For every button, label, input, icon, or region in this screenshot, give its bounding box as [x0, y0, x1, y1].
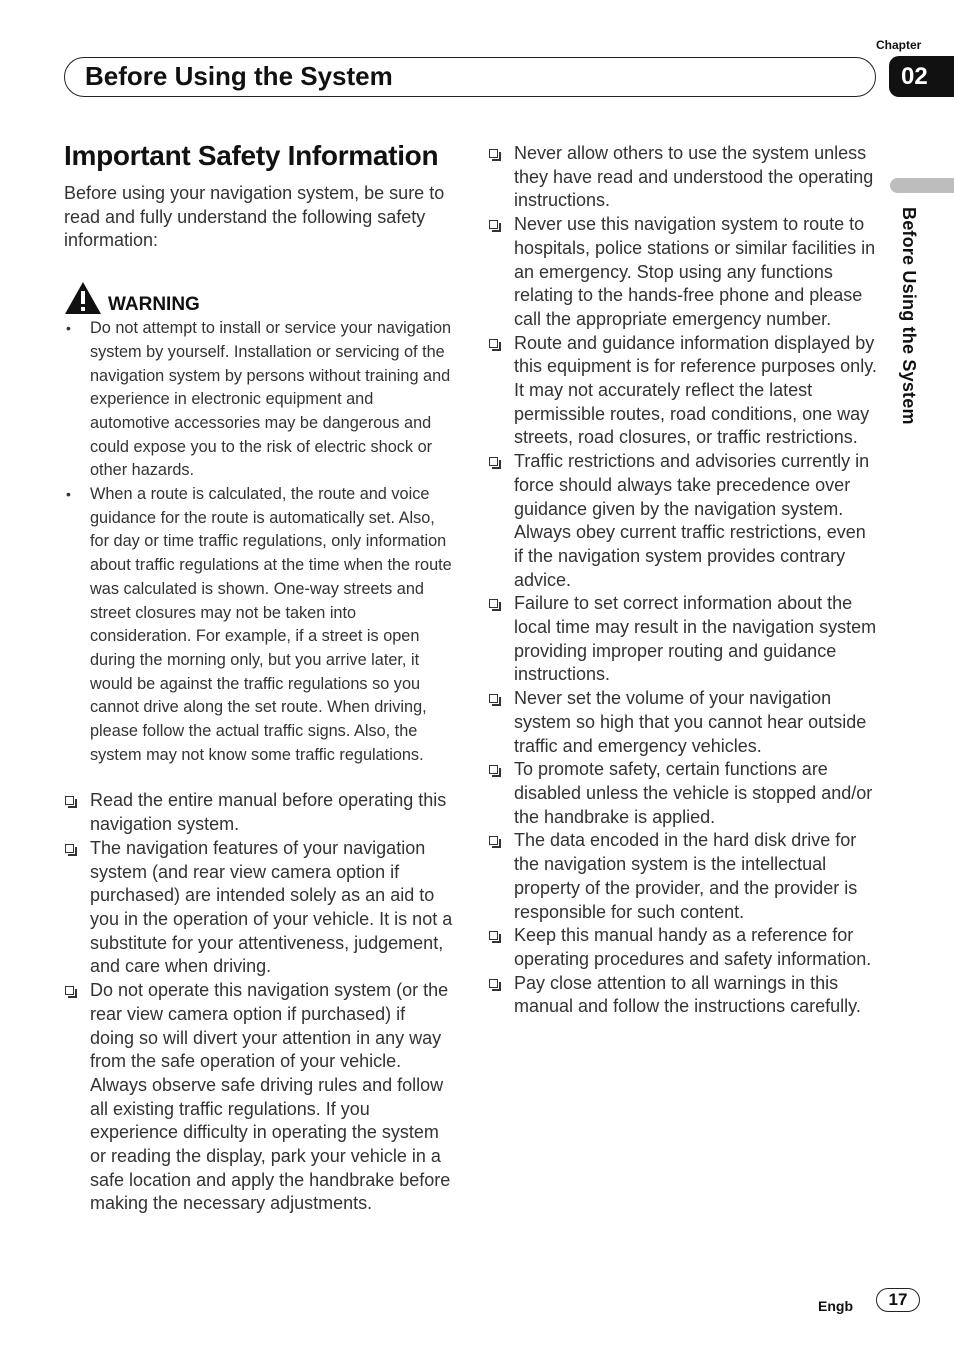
intro-paragraph: Before using your navigation system, be sure to read and fully understand the following safety information: [64, 183, 445, 251]
checklist-item: Failure to set correct information about the local time may result in the navigation system providing improper routing and guidance instructions. [488, 592, 878, 687]
warning-triangle-icon [64, 281, 102, 315]
checklist-item: Keep this manual handy as a reference for operating procedures and safety information. [488, 924, 878, 971]
side-tab-text: Before Using the System [899, 207, 919, 425]
checklist-item: Traffic restrictions and advisories currently in force should always take precedence over guidance given by the navigation system. Always obey current traffic restrictions, even if the navigation system provides contrary advice. [488, 450, 878, 592]
checklist-item: Never set the volume of your navigation system so high that you cannot hear outside traffic and emergency vehicles. [488, 687, 878, 758]
left-column [64, 140, 454, 1216]
checkbox-bullet-icon [489, 979, 498, 988]
side-tab-marker [890, 178, 954, 193]
checklist-item: Route and guidance information displayed by this equipment is for reference purposes only. It may not accurately reflect the latest permissible routes, road conditions, one way streets, road closures, or traffic restrictions. [488, 332, 878, 451]
checkbox-bullet-icon [65, 986, 74, 995]
checklist-item: Never use this navigation system to route to hospitals, police stations or similar facilities in an emergency. Stop using any functions relating to the hands-free phone and please call the appropriate emergency number. [488, 213, 878, 332]
checkbox-bullet-icon [489, 931, 498, 940]
warning-heading [64, 281, 454, 315]
bullet-icon: • [66, 486, 71, 503]
checklist-item: The navigation features of your navigation system (and rear view camera option if purchased) are intended solely as an aid to you in the operation of your vehicle. It is not a substitute for your attentiveness, judgement, and care when driving. [64, 837, 454, 979]
checkbox-bullet-icon [489, 457, 498, 466]
bullet-icon: • [66, 320, 71, 337]
checkbox-bullet-icon [489, 765, 498, 774]
checklist-item: Never allow others to use the system unless they have read and understood the operating instructions. [488, 142, 878, 213]
checklist-item: Read the entire manual before operating this navigation system. [64, 789, 454, 836]
footer-language: Engb [818, 1298, 853, 1314]
checkbox-bullet-icon [489, 836, 498, 845]
checkbox-bullet-icon [489, 694, 498, 703]
checklist-item: The data encoded in the hard disk drive for the navigation system is the intellectual property of the provider, and the provider is responsible for such content. [488, 829, 878, 924]
checkbox-bullet-icon [489, 599, 498, 608]
warning-item: • Do not attempt to install or service your navigation system by yourself. Installation or servicing of the navigation system by persons without training and experience in electronic equipment and automotive accessories may be dangerous and could expose you to the risk of electric shock or other hazards. [66, 319, 452, 480]
right-checklist [488, 142, 878, 1019]
page-number-badge: 17 [876, 1288, 920, 1312]
checklist-item: To promote safety, certain functions are disabled unless the vehicle is stopped and/or the handbrake is applied. [488, 758, 878, 829]
chapter-label: Chapter [876, 38, 922, 52]
left-checklist [64, 789, 454, 1216]
header-title: Before Using the System [85, 61, 393, 91]
warning-list [64, 317, 454, 767]
checklist-item: Pay close attention to all warnings in this manual and follow the instructions carefully. [488, 972, 878, 1019]
checkbox-bullet-icon [65, 796, 74, 805]
checkbox-bullet-icon [65, 844, 74, 853]
chapter-number-badge: 02 [889, 56, 954, 97]
checkbox-bullet-icon [489, 149, 498, 158]
right-column [488, 142, 878, 1019]
section-title: Important Safety Information [64, 140, 439, 171]
checkbox-bullet-icon [489, 220, 498, 229]
header-bar [64, 57, 876, 97]
warning-label: WARNING [108, 294, 200, 316]
warning-item: • When a route is calculated, the route and voice guidance for the route is automatically set. Also, for day or time traffic regulations, only information about traffic regulations at the time when the route was calculated is shown. One-way streets and street closures may not be taken into consideration. For example, if a street is open during the morning only, but you arrive later, it would be against the traffic regulations so you cannot drive along the set route. When driving, please follow the actual traffic signs. Also, the system may not know some traffic regulations. [66, 485, 452, 764]
checkbox-bullet-icon [489, 339, 498, 348]
checklist-item: Do not operate this navigation system (or the rear view camera option if purchased) if doing so will divert your attention in any way from the safe operation of your vehicle. Always observe safe driving rules and follow all existing traffic regulations. If you experience difficulty in operating the system or reading the display, park your vehicle in a safe location and apply the handbrake before making the necessary adjustments. [64, 979, 454, 1216]
